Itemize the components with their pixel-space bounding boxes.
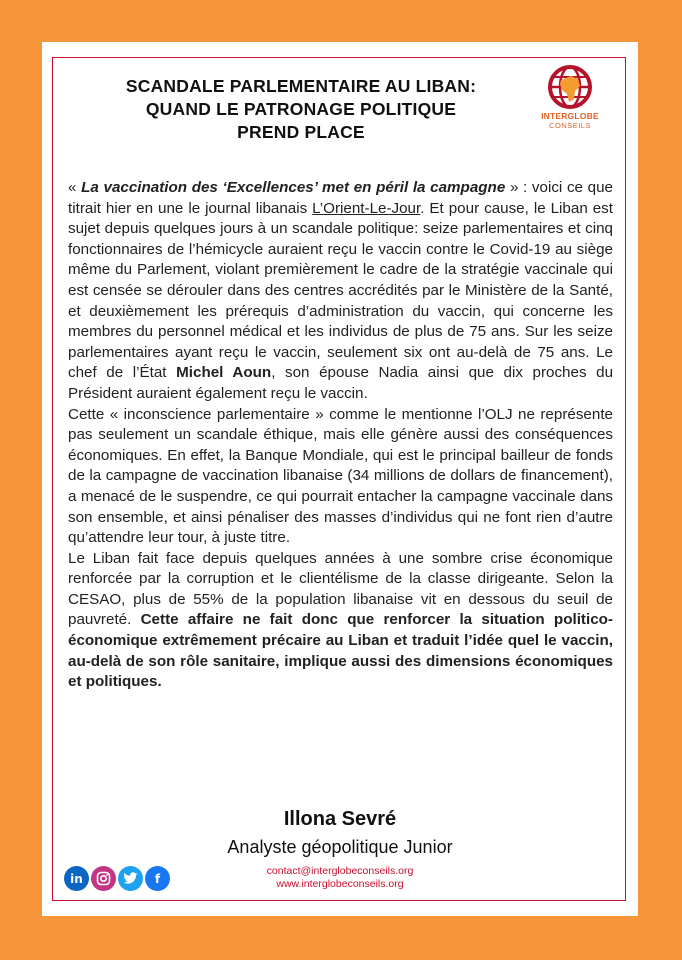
paragraph-2: Cette « inconscience parlementaire » comme le mentionne l’OLJ ne représente pas seulement un scandale éthique, mais elle génère aussi des conséquences économiques. En effet, la Banque Mondiale, qui est le principal bailleur de fonds de la campagne de vaccination libanaise (34 millions de dollars de financement), a menacé de le suspendre, ce qui pourrait entacher la campagne vaccinale dans son ensemble, et ainsi pénaliser des masses d’individus qui ne font rien d’autre qu’attendre leur tour, à juste titre. [68,405,613,547]
paragraph-3-text: Le Liban fait face depuis quelques années à une sombre crise économique renforcée par la corruption et le clientélisme de la classe dirigeante. Selon la CESAO, plus de 55% de la population libanaise vit en dessous du seuil de pauvreté. [68,549,613,629]
article-body [68,178,613,693]
logo-name: INTERGLOBE [541,111,599,121]
document-page [42,42,638,916]
paragraph-1-text-b: . Et pour cause, le Liban est sujet depuis quelques jours à un scandale politique: seize parlementaires et cinq fonctionnaires de l’hémicycle auraient reçu le vaccin contre le Covid-19 au siège même du Parlement, violant premièrement le cadre de la stratégie vaccinale qui est censée se dérouler dans des centres accrédités par le Ministère de la Santé, et deuxièmement les prérequis d’administration du vaccin, qui concerne les membres du personnel médical et les individus de plus de 75 ans. Sur les seize parlementaires ayant reçu le vaccin, seulement six ont au-delà de 75 ans. Le chef de l’État [68,199,613,382]
quoted-headline: La vaccination des ‘Excellences’ met en péril la campagne [81,179,506,196]
contact-block [192,865,488,891]
linkedin-icon[interactable]: in [64,866,89,891]
paragraph-1 [68,178,613,405]
paragraph-3-emphasis: Cette affaire ne fait donc que renforcer la situation politico-économique extrêmement précaire au Liban et traduit l’idée quel le vaccin, au-delà de son rôle sanitaire, implique aussi des dimensions économiques et politiques. [68,611,613,691]
headline [86,75,516,144]
twitter-icon[interactable] [118,866,143,891]
social-icons [64,866,170,894]
headline-line-2: QUAND LE PATRONAGE POLITIQUE [145,99,457,119]
headline-line-1: SCANDALE PARLEMENTAIRE AU LIBAN: [125,76,477,96]
person-name: Michel Aoun [176,364,272,382]
contact-website[interactable]: www.interglobeconseils.org [276,878,404,890]
paragraph-1-text-c: , son épouse Nadia ainsi que dix proches du Président auraient également reçu le vaccin. [68,364,614,402]
facebook-icon[interactable]: f [145,866,170,891]
globe-africa-icon [547,64,593,110]
paragraph-3 [68,549,613,693]
author-role: Analyste géopolitique Junior [227,837,453,857]
headline-line-3: PREND PLACE [237,122,365,142]
contact-email[interactable]: contact@interglobeconseils.org [266,865,414,877]
quote-open: « [68,179,82,196]
paragraph-1-text-a: » : voici ce que titrait hier en une le journal libanais [68,179,614,217]
interglobe-logo [534,64,606,142]
source-link[interactable]: L’Orient-Le-Jour [312,199,421,217]
logo-subtitle: CONSEILS [549,121,591,130]
author-name: Illona Sevré [283,808,397,830]
instagram-icon[interactable] [91,866,116,891]
